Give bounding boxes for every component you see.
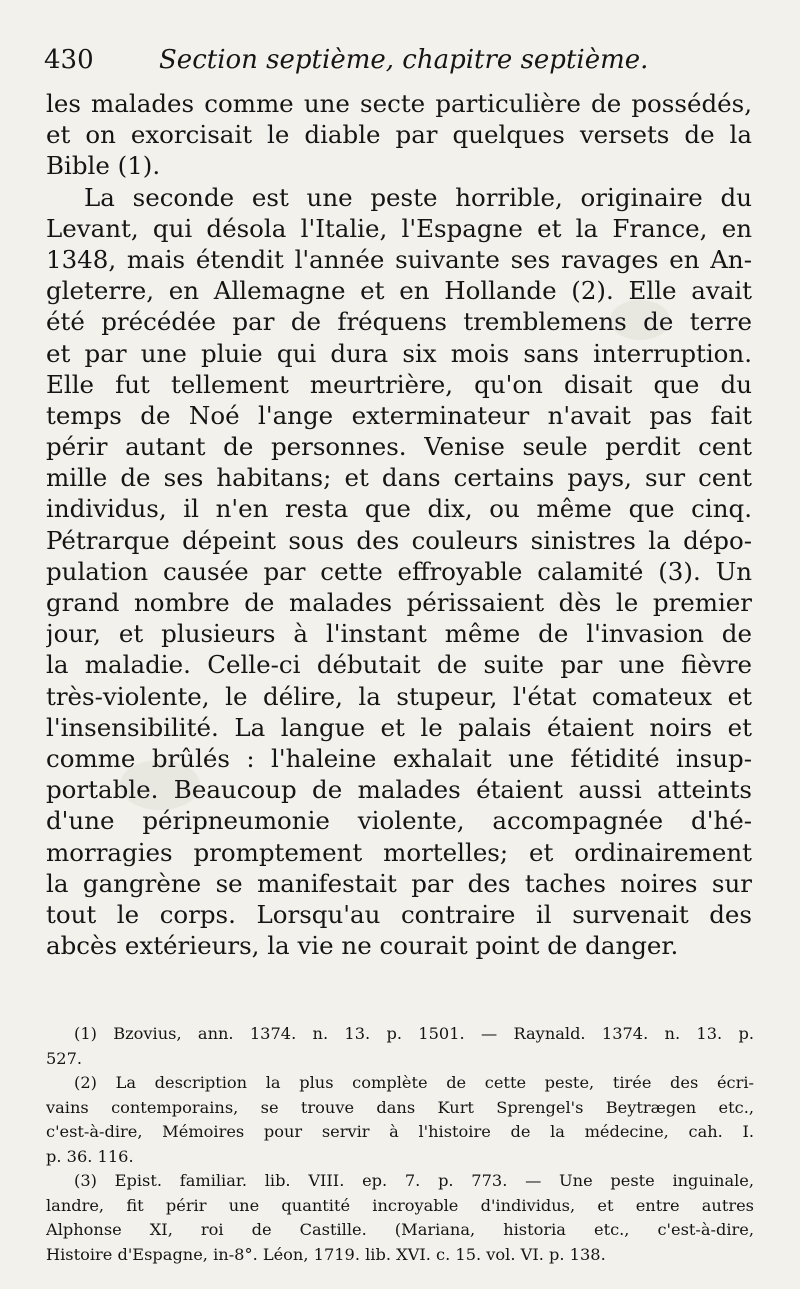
text-line: et on exorcisait le diable par quelques versets de la	[46, 120, 752, 150]
text-line: l'insensibilité. La langue et le palais étaient noirs et	[46, 712, 752, 742]
text-line: Levant, qui désola l'Italie, l'Espagne et la France, en	[46, 213, 752, 243]
footnote-line: p. 36. 116.	[46, 1146, 134, 1166]
text-line: individus, il n'en resta que dix, ou même que cinq.	[46, 494, 752, 524]
text-line: pulation causée par cette effroyable calamité (3). Un	[46, 556, 752, 586]
footnote-line: (2) La description la plus complète de cette peste, tirée des écri-	[74, 1073, 754, 1092]
text-line: gleterre, en Allemagne et en Hollande (2). Elle avait	[46, 276, 752, 306]
text-line: d'une péripneumonie violente, accompagnée d'hé-	[46, 806, 752, 836]
footnote-line: vains contemporains, se trouve dans Kurt Sprengel's Beytrægen etc.,	[46, 1097, 754, 1117]
text-line: grand nombre de malades périssaient dès le premier	[46, 588, 752, 617]
text-line: 1348, mais étendit l'année suivante ses ravages en An-	[46, 244, 752, 274]
main-text	[46, 88, 752, 961]
text-line: portable. Beaucoup de malades étaient aussi atteints	[46, 775, 752, 805]
running-title: Section septième, chapitre septième.	[159, 45, 649, 75]
footnote-line: 527.	[46, 1048, 83, 1068]
text-line: La seconde est une peste horrible, originaire du	[84, 182, 752, 212]
text-line: très-violente, le délire, la stupeur, l'état comateux et	[46, 681, 752, 711]
text-line: tout le corps. Lorsqu'au contraire il survenait des	[46, 899, 752, 929]
text-line: abcès extérieurs, la vie ne courait point de danger.	[46, 931, 679, 961]
page-number: 430	[44, 45, 94, 75]
text-line: la maladie. Celle-ci débutait de suite par une fièvre	[46, 650, 752, 680]
footnotes	[46, 1022, 754, 1267]
footnote-line: c'est-à-dire, Mémoires pour servir à l'histoire de la médecine, cah. I.	[46, 1122, 754, 1141]
page-header	[44, 40, 744, 80]
footnote-line: Alphonse XI, roi de Castille. (Mariana, historia etc., c'est-à-dire,	[46, 1220, 754, 1239]
text-line: et par une pluie qui dura six mois sans interruption.	[46, 338, 752, 368]
text-line: la gangrène se manifestait par des taches noires sur	[46, 868, 752, 898]
text-line: Elle fut tellement meurtrière, qu'on disait que du	[46, 369, 752, 399]
footnote-line: (3) Epist. familiar. lib. VIII. ep. 7. p. 773. — Une peste inguinale,	[74, 1171, 754, 1190]
footnote-line: landre, fit périr une quantité incroyable d'individus, et entre autres	[46, 1195, 754, 1215]
text-line: comme brûlés : l'haleine exhalait une fétidité insup-	[46, 743, 752, 773]
text-line: périr autant de personnes. Venise seule perdit cent	[46, 432, 752, 462]
text-line: les malades comme une secte particulière de possédés,	[46, 89, 752, 118]
footnote-line: (1) Bzovius, ann. 1374. n. 13. p. 1501. — Raynald. 1374. n. 13. p.	[74, 1024, 754, 1043]
text-line: Pétrarque dépeint sous des couleurs sinistres la dépo-	[46, 525, 752, 555]
text-line: mille de ses habitans; et dans certains pays, sur cent	[46, 463, 752, 493]
text-line: temps de Noé l'ange exterminateur n'avait pas fait	[46, 400, 752, 430]
text-line: Bible (1).	[46, 151, 161, 181]
text-line: jour, et plusieurs à l'instant même de l'invasion de	[46, 619, 752, 649]
text-line: été précédée par de fréquens tremblemens de terre	[46, 307, 752, 337]
footnote-line: Histoire d'Espagne, in-8°. Léon, 1719. lib. XVI. c. 15. vol. VI. p. 138.	[46, 1244, 606, 1264]
text-line: morragies promptement mortelles; et ordinairement	[46, 837, 752, 867]
